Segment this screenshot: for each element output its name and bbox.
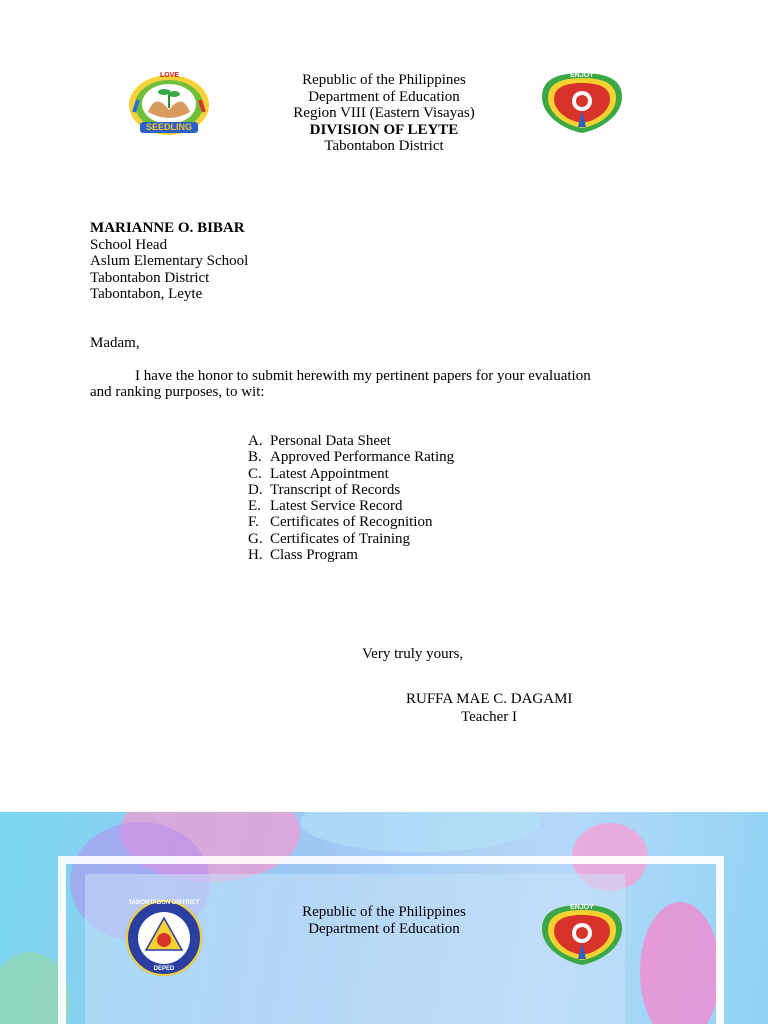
list-item-letter: H.: [248, 547, 263, 564]
header-region: Region VIII (Eastern Visayas): [293, 105, 475, 121]
list-item-text: Class Program: [270, 547, 358, 564]
list-item: [248, 531, 454, 547]
list-item: [248, 433, 454, 449]
list-item-text: Latest Appointment: [270, 465, 389, 482]
list-item-letter: G.: [248, 530, 263, 547]
list-item: [248, 514, 454, 530]
recipient-district: Tabontabon District: [90, 269, 210, 286]
enjoy-logo-text-page2: ENJOY: [570, 904, 594, 911]
recipient-school: Aslum Elementary School: [90, 253, 249, 270]
list-item-letter: B.: [248, 449, 262, 466]
recipient-address: Tabontabon, Leyte: [90, 286, 203, 303]
tabontabon-district-seal: [124, 898, 204, 978]
list-item-text: Certificates of Recognition: [270, 514, 433, 531]
body-line-2: and ranking purposes, to wit:: [90, 384, 265, 400]
seedling-logo-top-text: LOVE: [160, 72, 180, 79]
header-division: DIVISION OF LEYTE: [309, 121, 459, 138]
header-republic: Republic of the Philippines: [302, 72, 466, 88]
recipient-block: [90, 220, 248, 303]
recipient-title: School Head: [90, 236, 168, 253]
signatory-position: Teacher I: [461, 709, 517, 725]
list-item-text: Approved Performance Rating: [270, 449, 455, 466]
body-line-1: I have the honor to submit herewith my pertinent papers for your evaluation: [135, 368, 591, 384]
list-item-text: Personal Data Sheet: [270, 433, 391, 449]
recipient-name: MARIANNE O. BIBAR: [90, 220, 245, 236]
list-item: [248, 498, 454, 514]
page2-header-republic: Republic of the Philippines: [302, 904, 466, 920]
district-seal-ring-text: TABONTABON DISTRICT: [128, 900, 200, 906]
signatory-name: RUFFA MAE C. DAGAMI: [406, 691, 573, 707]
district-seal-bottom-text: DEPED: [153, 966, 175, 972]
list-item-text: Latest Service Record: [270, 498, 403, 515]
list-item-letter: F.: [248, 514, 259, 531]
page2-header-department: Department of Education: [308, 920, 460, 937]
list-item: [248, 482, 454, 498]
seedling-logo: [126, 72, 212, 138]
list-item-letter: C.: [248, 465, 262, 482]
list-item-letter: A.: [248, 433, 263, 449]
list-item-letter: E.: [248, 498, 261, 515]
list-item-text: Transcript of Records: [270, 481, 401, 498]
letterhead: [234, 72, 534, 155]
list-item: [248, 466, 454, 482]
second-page-preview: [0, 812, 768, 1024]
list-item: [248, 449, 454, 465]
page2-letterhead: [234, 904, 534, 937]
closing: Very truly yours,: [362, 646, 464, 662]
header-department: Department of Education: [308, 88, 460, 105]
seedling-logo-text: SEEDLING: [145, 122, 192, 132]
list-item-letter: D.: [248, 481, 263, 498]
documents-list: [248, 433, 454, 563]
enjoy-shield-logo-page2: [540, 903, 624, 967]
enjoy-logo-text: ENJOY: [570, 72, 594, 79]
header-district: Tabontabon District: [324, 138, 444, 154]
salutation: Madam,: [90, 335, 140, 351]
list-item: [248, 547, 454, 563]
list-item-text: Certificates of Training: [270, 530, 410, 547]
enjoy-shield-logo: [540, 71, 624, 135]
